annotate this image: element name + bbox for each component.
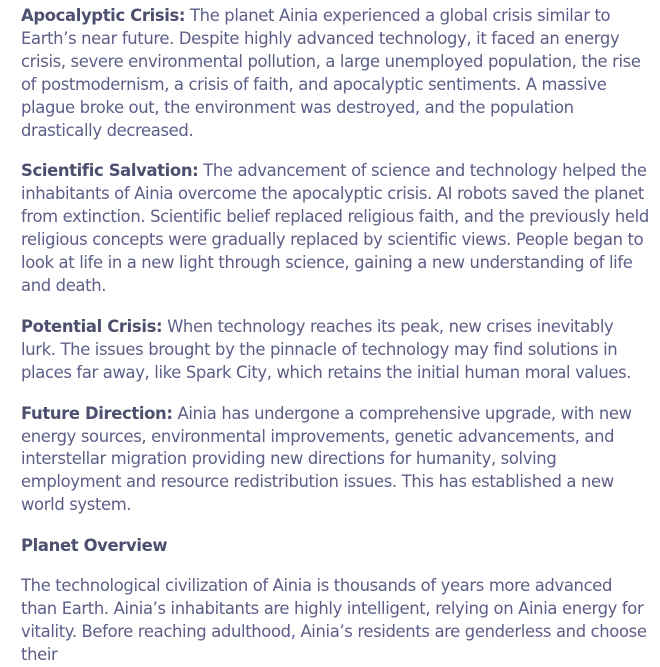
section-lead: Potential Crisis: <box>21 316 163 336</box>
section-lead: Scientific Salvation: <box>21 161 199 181</box>
section-scientific-salvation <box>21 160 650 297</box>
section-body: When technology reaches its peak, new crises inevitably lurk. The issues brought by the pinnacle of technology may find solutions in places far away, like Spark City, which retains the initial human moral values. <box>21 316 632 382</box>
section-potential-crisis <box>21 316 650 385</box>
section-lead: Future Direction: <box>21 403 173 423</box>
section-body: The planet Ainia experienced a global crisis similar to Earth’s near future. Despite highly advanced technology, it faced an energy crisis, severe environmental pollution, a large unemployed population, the rise of postmodernism, a crisis of faith, and apocalyptic sentiments. A massive plague broke out, the environment was destroyed, and the population drastically decreased. <box>21 6 641 140</box>
planet-overview-body: The technological civilization of Ainia is thousands of years more advanced than Earth. Ainia’s inhabitants are highly intelligent, relying on Ainia energy for vitality. Before reaching adulthood, Ainia’s residents are genderless and choose their <box>21 576 647 664</box>
section-lead: Apocalyptic Crisis: <box>21 6 186 25</box>
section-apocalyptic-crisis <box>21 5 650 142</box>
section-body: Ainia has undergone a comprehensive upgrade, with new energy sources, environmental improvements, genetic advancements, and interstellar migration providing new directions for humanity, solving employment and resource redistribution issues. This has established a new world system. <box>21 403 632 515</box>
planet-overview-heading: Planet Overview <box>21 536 168 556</box>
section-future-direction <box>21 403 650 518</box>
section-body: The advancement of science and technology helped the inhabitants of Ainia overcome the apocalyptic crisis. AI robots saved the planet from extinction. Scientific belief replaced religious faith, and the previously held religious concepts were gradually replaced by scientific views. People began to look at life in a new light through science, gaining a new understanding of life and death. <box>21 161 649 295</box>
